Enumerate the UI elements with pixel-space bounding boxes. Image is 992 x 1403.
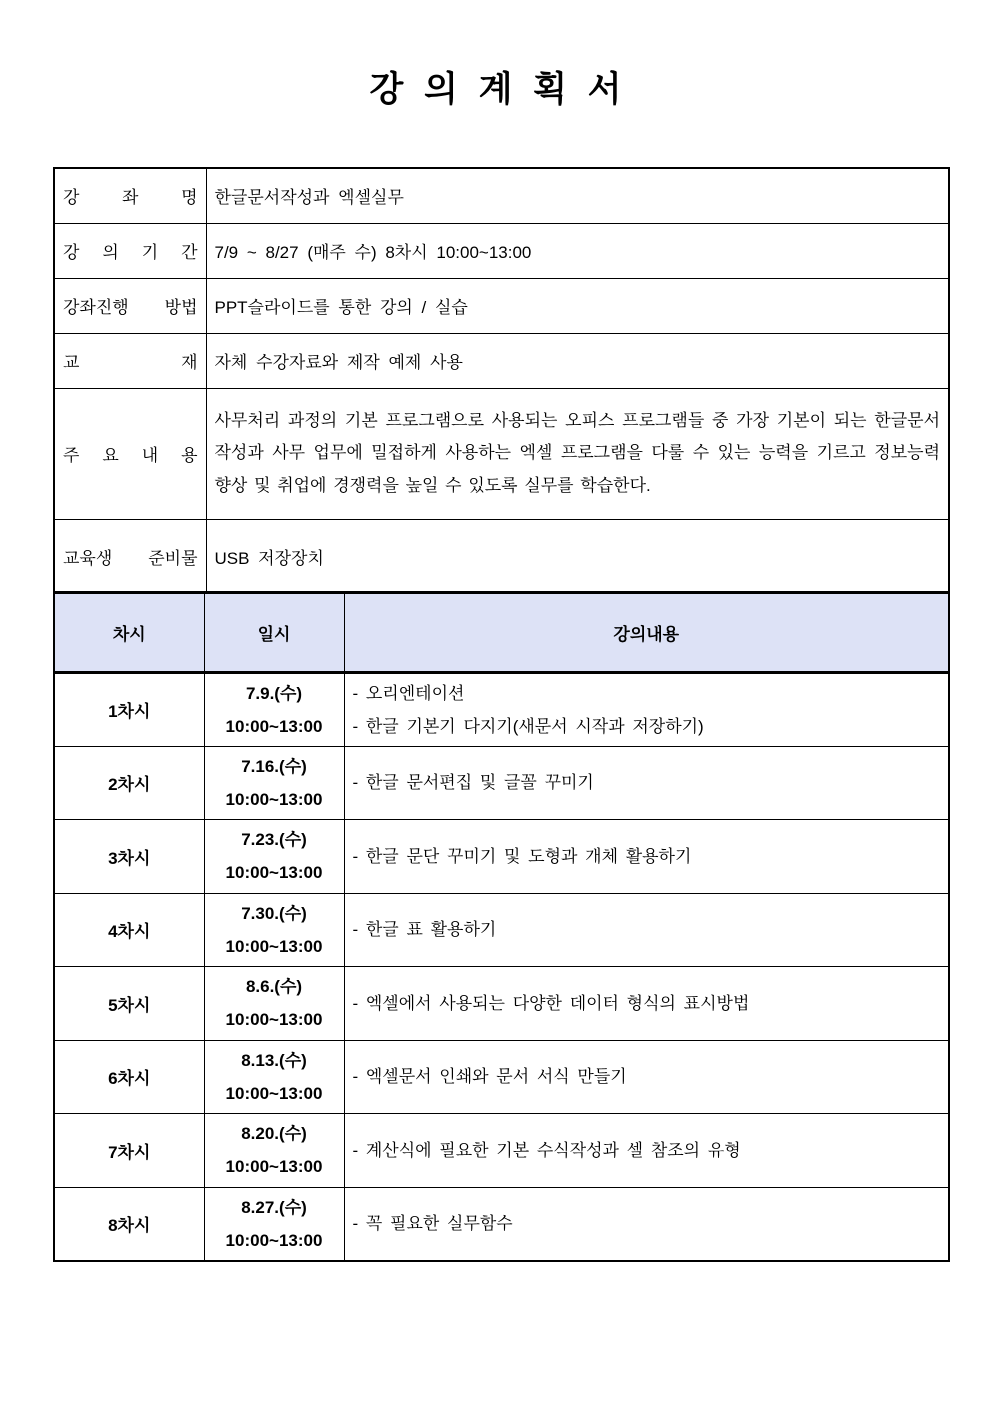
textbook-label bbox=[54, 333, 206, 388]
header-session: 차시 bbox=[54, 593, 204, 673]
session-content bbox=[344, 1040, 949, 1114]
session-date: 8.27.(수) bbox=[241, 1197, 307, 1217]
session-content bbox=[344, 820, 949, 894]
session-number: 8차시 bbox=[54, 1187, 204, 1261]
schedule-row bbox=[54, 893, 949, 967]
session-time: 10:00~13:00 bbox=[225, 1010, 323, 1030]
content-line: - 한글 문서편집 및 글꼴 꾸미기 bbox=[352, 773, 594, 793]
session-datetime bbox=[204, 673, 344, 747]
session-time: 10:00~13:00 bbox=[225, 789, 323, 809]
session-number: 6차시 bbox=[54, 1040, 204, 1114]
label-text: 교육생 준비물 bbox=[63, 548, 198, 568]
table-row bbox=[54, 168, 949, 223]
session-number: 2차시 bbox=[54, 746, 204, 820]
schedule-table bbox=[53, 591, 950, 1262]
content-line: - 계산식에 필요한 기본 수식작성과 셀 참조의 유형 bbox=[352, 1140, 741, 1160]
course-name-label bbox=[54, 168, 206, 223]
session-number: 5차시 bbox=[54, 967, 204, 1041]
session-datetime bbox=[204, 1187, 344, 1261]
session-datetime bbox=[204, 746, 344, 820]
session-time: 10:00~13:00 bbox=[225, 936, 323, 956]
label-text: 강좌진행 방법 bbox=[63, 298, 198, 317]
supplies-label bbox=[54, 519, 206, 594]
table-row bbox=[54, 388, 949, 519]
schedule-header-row bbox=[54, 593, 949, 673]
session-datetime bbox=[204, 1040, 344, 1114]
session-time: 10:00~13:00 bbox=[225, 863, 323, 883]
course-method-label bbox=[54, 278, 206, 333]
supplies-value: USB 저장장치 bbox=[206, 519, 949, 594]
course-name-value: 한글문서작성과 엑셀실무 bbox=[206, 168, 949, 223]
session-time: 10:00~13:00 bbox=[225, 1083, 323, 1103]
header-datetime: 일시 bbox=[204, 593, 344, 673]
session-date: 7.30.(수) bbox=[241, 903, 307, 923]
session-time: 10:00~13:00 bbox=[225, 716, 323, 736]
session-datetime bbox=[204, 893, 344, 967]
session-date: 8.20.(수) bbox=[241, 1124, 307, 1144]
session-date: 8.13.(수) bbox=[241, 1050, 307, 1070]
table-row bbox=[54, 278, 949, 333]
content-line: - 꼭 필요한 실무함수 bbox=[352, 1214, 513, 1233]
table-row bbox=[54, 223, 949, 278]
session-content bbox=[344, 1114, 949, 1188]
content-line: - 한글 문단 꾸미기 및 도형과 개체 활용하기 bbox=[352, 846, 692, 866]
label-text: 강 좌 명 bbox=[63, 188, 198, 208]
content-line: - 엑셀문서 인쇄와 문서 서식 만들기 bbox=[352, 1067, 627, 1087]
session-time: 10:00~13:00 bbox=[225, 1230, 323, 1250]
schedule-row bbox=[54, 820, 949, 894]
course-period-label bbox=[54, 223, 206, 278]
session-date: 8.6.(수) bbox=[245, 977, 303, 997]
header-content: 강의내용 bbox=[344, 593, 949, 673]
schedule-row bbox=[54, 1040, 949, 1114]
session-number: 4차시 bbox=[54, 893, 204, 967]
label-text: 강 의 기 간 bbox=[63, 243, 198, 262]
session-date: 7.23.(수) bbox=[241, 830, 307, 850]
course-method-value: PPT슬라이드를 통한 강의 / 실습 bbox=[206, 278, 949, 333]
schedule-row bbox=[54, 1187, 949, 1261]
session-datetime bbox=[204, 820, 344, 894]
content-line: - 오리엔테이션 bbox=[352, 683, 465, 703]
session-content bbox=[344, 673, 949, 747]
label-text: 주 요 내 용 bbox=[63, 446, 198, 465]
schedule-row bbox=[54, 967, 949, 1041]
session-number: 7차시 bbox=[54, 1114, 204, 1188]
content-line: - 한글 기본기 다지기(새문서 시작과 저장하기) bbox=[352, 716, 704, 736]
session-content bbox=[344, 1187, 949, 1261]
content-line: - 한글 표 활용하기 bbox=[352, 920, 497, 940]
main-content-label bbox=[54, 388, 206, 519]
textbook-value: 자체 수강자료와 제작 예제 사용 bbox=[206, 333, 949, 388]
session-date: 7.9.(수) bbox=[245, 683, 303, 703]
schedule-row bbox=[54, 1114, 949, 1188]
table-row bbox=[54, 519, 949, 594]
content-line: - 엑셀에서 사용되는 다양한 데이터 형식의 표시방법 bbox=[352, 993, 750, 1013]
session-number: 3차시 bbox=[54, 820, 204, 894]
session-content bbox=[344, 893, 949, 967]
label-text: 교 재 bbox=[63, 353, 198, 372]
page-title: 강 의 계 획 서 bbox=[369, 70, 623, 109]
session-datetime bbox=[204, 967, 344, 1041]
course-info-table bbox=[53, 167, 950, 595]
session-content bbox=[344, 746, 949, 820]
schedule-row bbox=[54, 673, 949, 747]
main-content-value: 사무처리 과정의 기본 프로그램으로 사용되는 오피스 프로그램들 중 가장 기본이 되는 한글문서 작성과 사무 업무에 밀접하게 사용하는 엑셀 프로그램을 다룰 수 있는 능력을 기르고 정보능력 향상 및 취업에 경쟁력을 높일 수 있도록 실무를 학습한다. bbox=[206, 388, 949, 519]
course-period-value: 7/9 ~ 8/27 (매주 수) 8차시 10:00~13:00 bbox=[206, 223, 949, 278]
session-date: 7.16.(수) bbox=[241, 756, 307, 776]
session-datetime bbox=[204, 1114, 344, 1188]
schedule-row bbox=[54, 746, 949, 820]
session-time: 10:00~13:00 bbox=[225, 1157, 323, 1177]
table-row bbox=[54, 333, 949, 388]
session-number: 1차시 bbox=[54, 673, 204, 747]
session-content bbox=[344, 967, 949, 1041]
